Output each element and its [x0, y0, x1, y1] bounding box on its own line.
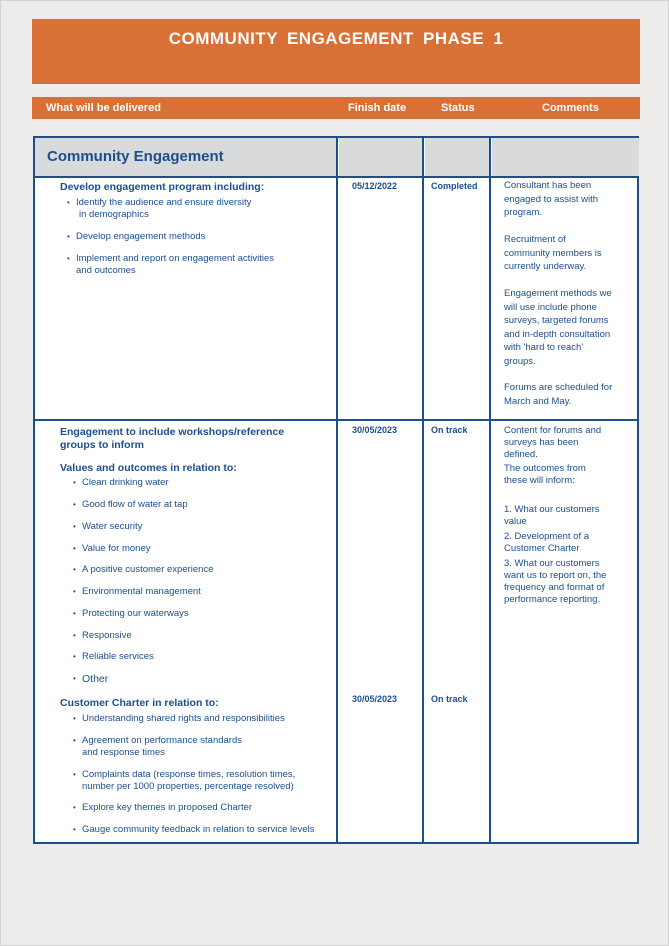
- comment-line: engaged to assist with: [504, 193, 599, 205]
- row1-comment: [504, 381, 612, 408]
- row-divider: [35, 176, 637, 178]
- section-header-cell: [339, 138, 423, 176]
- comment-line: frequency and format of: [504, 582, 605, 593]
- values-subheading: Values and outcomes in relation to:: [60, 462, 237, 474]
- row1-status: Completed: [431, 181, 478, 191]
- list-item: • Water security: [82, 521, 142, 533]
- list-item-text: • Develop engagement methods: [76, 231, 206, 242]
- comment-line: 3. What our customers: [504, 558, 600, 569]
- list-item: [76, 253, 274, 277]
- charter-subheading: Customer Charter in relation to:: [60, 697, 219, 709]
- list-item: [76, 231, 205, 243]
- deliverables-table: [33, 136, 639, 844]
- section-title: Community Engagement: [47, 148, 224, 165]
- list-item-text: • Gauge community feedback in relation to service levels: [82, 824, 315, 835]
- list-item-text: and outcomes: [76, 265, 136, 276]
- comment-line: Content for forums and: [504, 425, 602, 436]
- comment-line: these will inform:: [504, 475, 575, 486]
- page-title: COMMUNITY ENGAGEMENT PHASE 1: [168, 29, 504, 48]
- list-item: • Reliable services: [82, 651, 154, 663]
- comment-line: groups.: [504, 355, 536, 367]
- row2-finish-date: 30/05/2023: [352, 425, 398, 435]
- list-item: [82, 802, 252, 814]
- row1-comment: [504, 179, 598, 220]
- list-item: [82, 713, 285, 725]
- row2-status: On track: [431, 425, 468, 435]
- list-item: [82, 769, 295, 793]
- comment-line: currently underway.: [504, 261, 587, 272]
- comment-line: 2. Development of a: [504, 531, 590, 542]
- list-item: • Environmental management: [82, 586, 201, 598]
- comment-line: The outcomes from: [504, 463, 586, 474]
- header-finish-date: Finish date: [348, 102, 407, 114]
- list-item: [76, 197, 251, 221]
- comment-line: Forums are scheduled for: [504, 382, 613, 393]
- row2-heading: [60, 426, 284, 452]
- comment-line: defined.: [504, 449, 538, 460]
- row2-heading-line: groups to inform: [60, 439, 144, 451]
- comment-line: program.: [504, 207, 543, 218]
- row-divider: [35, 419, 637, 421]
- comment-line: 1. What our customers: [504, 504, 600, 515]
- comment-line: want us to report on, the: [504, 570, 607, 581]
- list-item-text: • Complaints data (response times, resolution times,: [82, 769, 296, 780]
- row1-finish-date: 05/12/2022: [352, 181, 398, 191]
- comment-line: Recruitment of: [504, 234, 566, 245]
- list-item: • A positive customer experience: [82, 564, 213, 576]
- row1-comment: [504, 233, 602, 274]
- list-item: • Responsive: [82, 630, 132, 642]
- list-item-text: in demographics: [79, 209, 149, 220]
- section-header-cell: [425, 138, 490, 176]
- row2-comment: [504, 425, 606, 606]
- section-header-cell: [492, 138, 639, 176]
- header-comments: Comments: [542, 102, 599, 114]
- list-item: • Clean drinking water: [82, 477, 169, 489]
- list-item: • Value for money: [82, 543, 150, 555]
- column-header-bar: [32, 97, 640, 119]
- list-item-text: • Implement and report on engagement activities: [76, 253, 275, 264]
- title-banner: [32, 19, 640, 84]
- list-item-text: and response times: [82, 747, 165, 758]
- comment-line: Engagement methods we: [504, 288, 612, 299]
- list-item: • Good flow of water at tap: [82, 499, 188, 511]
- comment-line: [504, 487, 606, 504]
- comment-line: value: [504, 516, 527, 527]
- header-status: Status: [441, 102, 475, 114]
- row1-heading: Develop engagement program including:: [60, 181, 265, 193]
- column-divider: [422, 138, 424, 842]
- row2-heading-line: Engagement to include workshops/reference: [60, 426, 285, 438]
- comment-line: Customer Charter: [504, 543, 580, 554]
- list-item-text: number per 1000 properties, percentage resolved): [82, 781, 294, 792]
- comment-line: performance reporting.: [504, 594, 601, 605]
- comment-line: and in-depth consultation: [504, 328, 611, 340]
- comment-line: with 'hard to reach': [504, 342, 584, 353]
- row1-comment: [504, 287, 612, 368]
- list-item-text: • Explore key themes in proposed Charter: [82, 802, 253, 813]
- comment-line: will use include phone: [504, 301, 597, 313]
- list-item: • Other: [82, 673, 108, 685]
- comment-line: March and May.: [504, 395, 572, 407]
- comment-line: community members is: [504, 247, 602, 259]
- comment-line: Consultant has been: [504, 180, 592, 191]
- list-item-text: • Identify the audience and ensure diversity: [76, 197, 252, 208]
- column-divider: [336, 138, 338, 842]
- list-item: [82, 735, 242, 759]
- column-divider: [489, 138, 491, 842]
- list-item: [82, 824, 314, 836]
- list-item-text: • Agreement on performance standards: [82, 735, 243, 746]
- list-item-text: • Understanding shared rights and responsibilities: [82, 713, 285, 724]
- charter-finish-date: 30/05/2023: [352, 694, 398, 704]
- comment-line: surveys has been: [504, 437, 579, 448]
- header-delivered: What will be delivered: [46, 102, 161, 114]
- charter-status: On track: [431, 694, 468, 704]
- comment-line: surveys, targeted forums: [504, 315, 609, 326]
- list-item: • Protecting our waterways: [82, 608, 189, 620]
